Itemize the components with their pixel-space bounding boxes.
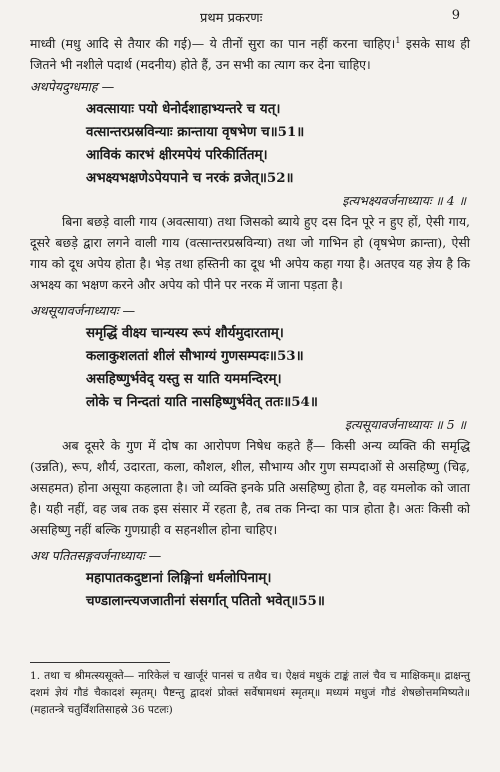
verse-line: अवत्सायाः पयो धेनोर्दशाहाभ्यन्तरे च यत्। <box>86 101 281 118</box>
chapter-title: प्रथम प्रकरणः <box>200 11 263 26</box>
section-heading-1: अथपेयदुग्धमाह — <box>30 79 115 95</box>
paragraph-3: अब दूसरे के गुण में दोष का आरोपण निषेध कहते हैं— किसी अन्य व्यक्ति की समृद्धि (उन्नति), रूप, शौर्य, उदारता, कला, कौशल, शील, सौभाग्य और गुण सम्पदाओं से असहिष्णु (चिढ़, असहमत) होना असूया कहलाता है। जो व्यक्ति इनके प्रति असहिष्णु होता है, वह यमलोक को जाता है। यही नहीं, वह जब तक इस संसार में रहता है, तब तक निन्दा का पात्र होता है। अतः किसी को असहिष्णु नहीं बल्कि गुणग्राही व सहनशील होना चाहिए। <box>30 438 470 538</box>
paragraph-2: बिना बछड़े वाली गाय (अवत्साया) तथा जिसको ब्याये हुए दस दिन पूरे न हुए हों, ऐसी गाय, दूसरे बछड़े द्वारा लगने वाली गाय (वत्सान्तरप्रस्रविन्या) तथा जो गाभिन हो (वृषभेण क्रान्ता), ऐसी गाय को दूध अपेय होता है। भेड़ तथा हस्तिनी का दूध भी अपेय कहा गया है। अतएव यह ज्ञेय है कि अभक्ष्य का भक्षण करने और अपेय को पीने पर नरक में जाना पड़ता है। <box>30 214 470 293</box>
paragraph-1-text: माध्वी (मधु आदि से तैयार की गई)— ये तीनों सुरा का पान नहीं करना चाहिए। <box>30 36 396 52</box>
verse-line: असहिष्णुर्भवेद् यस्तु स याति यममन्दिरम्। <box>86 371 282 388</box>
paragraph-1 <box>30 30 470 75</box>
verse-block-1 <box>30 98 470 190</box>
verse-line: महापातकदुष्टानां लिङ्गिनां धर्मलोपिनाम्। <box>86 570 272 587</box>
verse-line: अभक्ष्यभक्षणेऽपेयपाने च नरकं व्रजेत्॥52॥ <box>86 170 294 187</box>
section-heading-3: अथ पतितसङ्गवर्जनाध्यायः — <box>30 548 162 564</box>
footnote: 1. तथा च श्रीमत्स्यसूक्ते— नारिकेलं च खार्जूरं पानसं च तथैव च। ऐक्षवं मधुकं टाङ्कं तालं चैव च माक्षिकम्॥ द्राक्षन्तु दशमं ज्ञेयं गौडं चैकादशं स्मृतम्। पैष्टन्तु द्वादशं प्रोक्तं सर्वेषामधमं स्मृतम्॥ मध्यमं मधुजं गौडं शेषछोत्तममिष्यते॥ (महातन्त्रे चतुर्विंशतिसाहस्रे 36 पटलः) <box>30 670 470 716</box>
section-heading-2: अथसूयावर्जनाध्यायः — <box>30 303 136 319</box>
verse-line: वत्सान्तरप्रस्रविन्याः क्रान्ताया वृषभेण च॥51॥ <box>86 124 305 141</box>
footnote-marker: 1 <box>395 36 401 45</box>
verse-line: चण्डालान्त्यजजातीनां संसर्गात् पतितो भवेत्॥55॥ <box>86 593 325 610</box>
colophon-1: इत्यभक्ष्यवर्जनाध्यायः ॥ 4 ॥ <box>342 193 466 209</box>
colophon-2: इत्यसूयावर्जनाध्यायः ॥ 5 ॥ <box>344 417 466 433</box>
running-header <box>0 6 500 28</box>
verse-block-2 <box>30 322 470 414</box>
verse-block-3 <box>30 567 470 613</box>
verse-line: लोके च निन्दतां याति नासहिष्णुर्भवेत् ततः॥54॥ <box>86 394 318 411</box>
page-body <box>30 30 470 613</box>
verse-line: आविकं कारभं क्षीरमपेयं परिकीर्तितम्। <box>86 147 268 164</box>
verse-line: कलाकुशलतां शीलं सौभाग्यं गुणसम्पदः॥53॥ <box>86 348 304 365</box>
paragraph-1-text-cont: इसके साथ ही जितने भी नशीले पदार्थ (मदनीय) होते हैं, उन सभी का त्याग कर देना चाहिए। <box>30 36 470 73</box>
verse-line: समृद्धिं वीक्ष्य चान्यस्य रूपं शौर्यमुदारताम्। <box>86 325 284 342</box>
footnote-rule <box>30 662 170 663</box>
page-number: 9 <box>451 8 460 23</box>
